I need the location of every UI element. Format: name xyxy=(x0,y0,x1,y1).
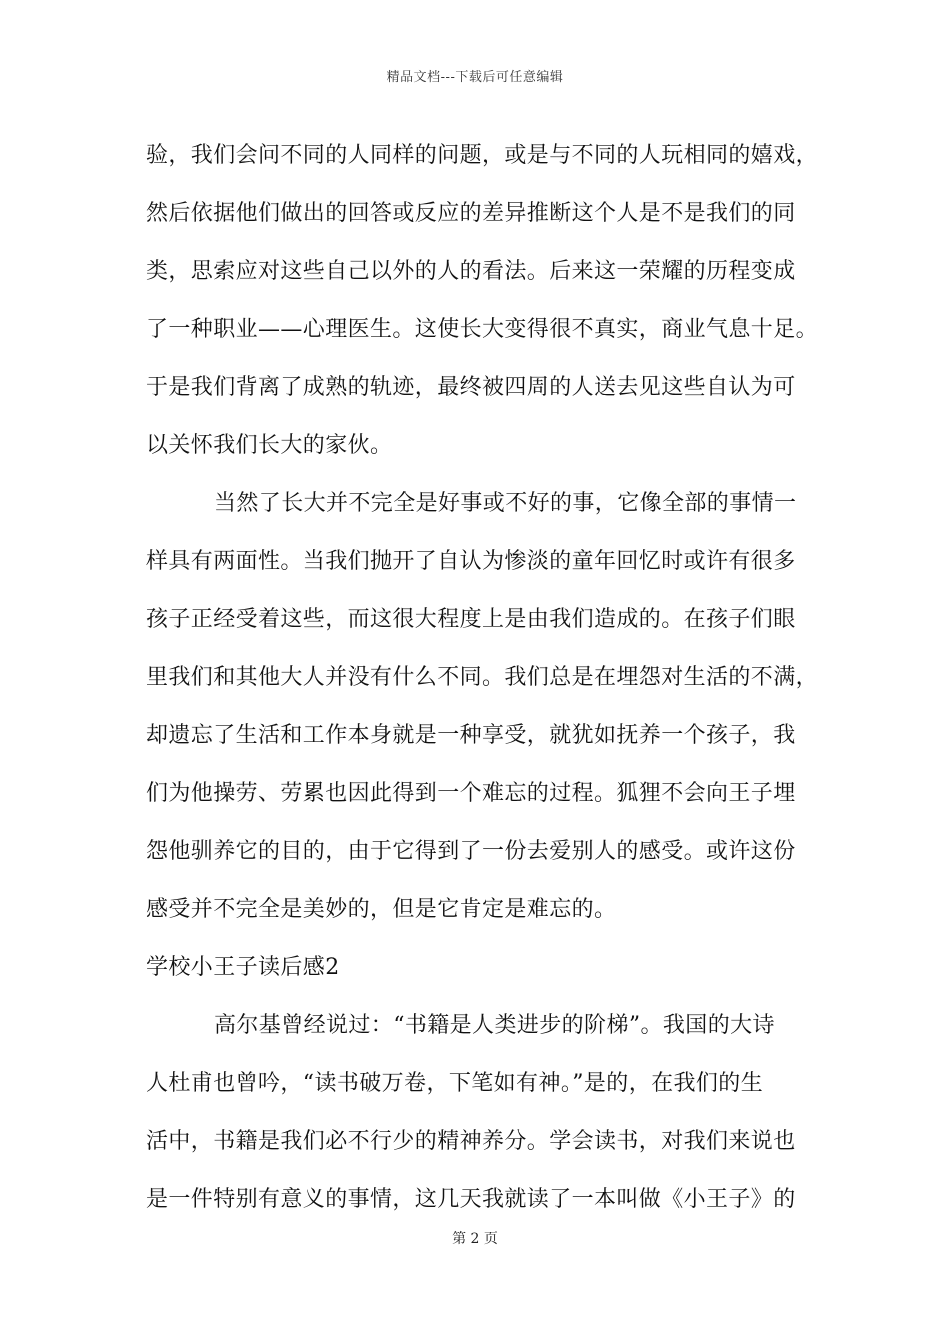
text-line: 以关怀我们长大的家伙。 xyxy=(146,433,393,458)
text-line: 验，我们会问不同的人同样的问题，或是与不同的人玩相同的嬉戏， xyxy=(146,143,819,168)
text-line: 感受并不完全是美妙的，但是它肯定是难忘的。 xyxy=(146,897,617,922)
text-line: 人杜甫也曾吟，“读书破万卷，下笔如有神。”是的，在我们的生 xyxy=(146,1071,764,1096)
text-line: 当然了长大并不完全是好事或不好的事，它像全部的事情一 xyxy=(214,491,797,516)
text-line: 类，思索应对这些自己以外的人的看法。后来这一荣耀的历程变成 xyxy=(146,259,796,284)
text-line: 样具有两面性。当我们抛开了自认为惨淡的童年回忆时或许有很多 xyxy=(146,549,796,574)
text-line: 怨他驯养它的目的，由于它得到了一份去爱别人的感受。或许这份 xyxy=(146,839,796,864)
text-line: 高尔基曾经说过：“书籍是人类进步的阶梯”。我国的大诗 xyxy=(214,1013,775,1038)
document-body xyxy=(146,127,819,1229)
text-line: 里我们和其他大人并没有什么不同。我们总是在埋怨对生活的不满， xyxy=(146,665,819,690)
text-line: 孩子正经受着这些，而这很大程度上是由我们造成的。在孩子们眼 xyxy=(146,607,796,632)
page-header: 精品文档---下载后可任意编辑 xyxy=(386,70,564,85)
text-line: 却遗忘了生活和工作本身就是一种享受，就犹如抚养一个孩子，我 xyxy=(146,723,796,748)
page-number: 第 2 页 xyxy=(452,1231,498,1247)
text-line: 活中，书籍是我们必不行少的精神养分。学会读书，对我们来说也 xyxy=(146,1129,796,1154)
text-line: 于是我们背离了成熟的轨迹，最终被四周的人送去见这些自认为可 xyxy=(146,375,796,400)
text-line: 是一件特别有意义的事情，这几天我就读了一本叫做《小王子》的 xyxy=(146,1187,796,1212)
text-line: 然后依据他们做出的回答或反应的差异推断这个人是不是我们的同 xyxy=(146,201,796,226)
text-line: 了一种职业——心理医生。这使长大变得很不真实，商业气息十足。 xyxy=(146,317,819,342)
section-title: 学校小王子读后感2 xyxy=(146,955,340,980)
text-line: 们为他操劳、劳累也因此得到一个难忘的过程。狐狸不会向王子埋 xyxy=(146,781,796,806)
